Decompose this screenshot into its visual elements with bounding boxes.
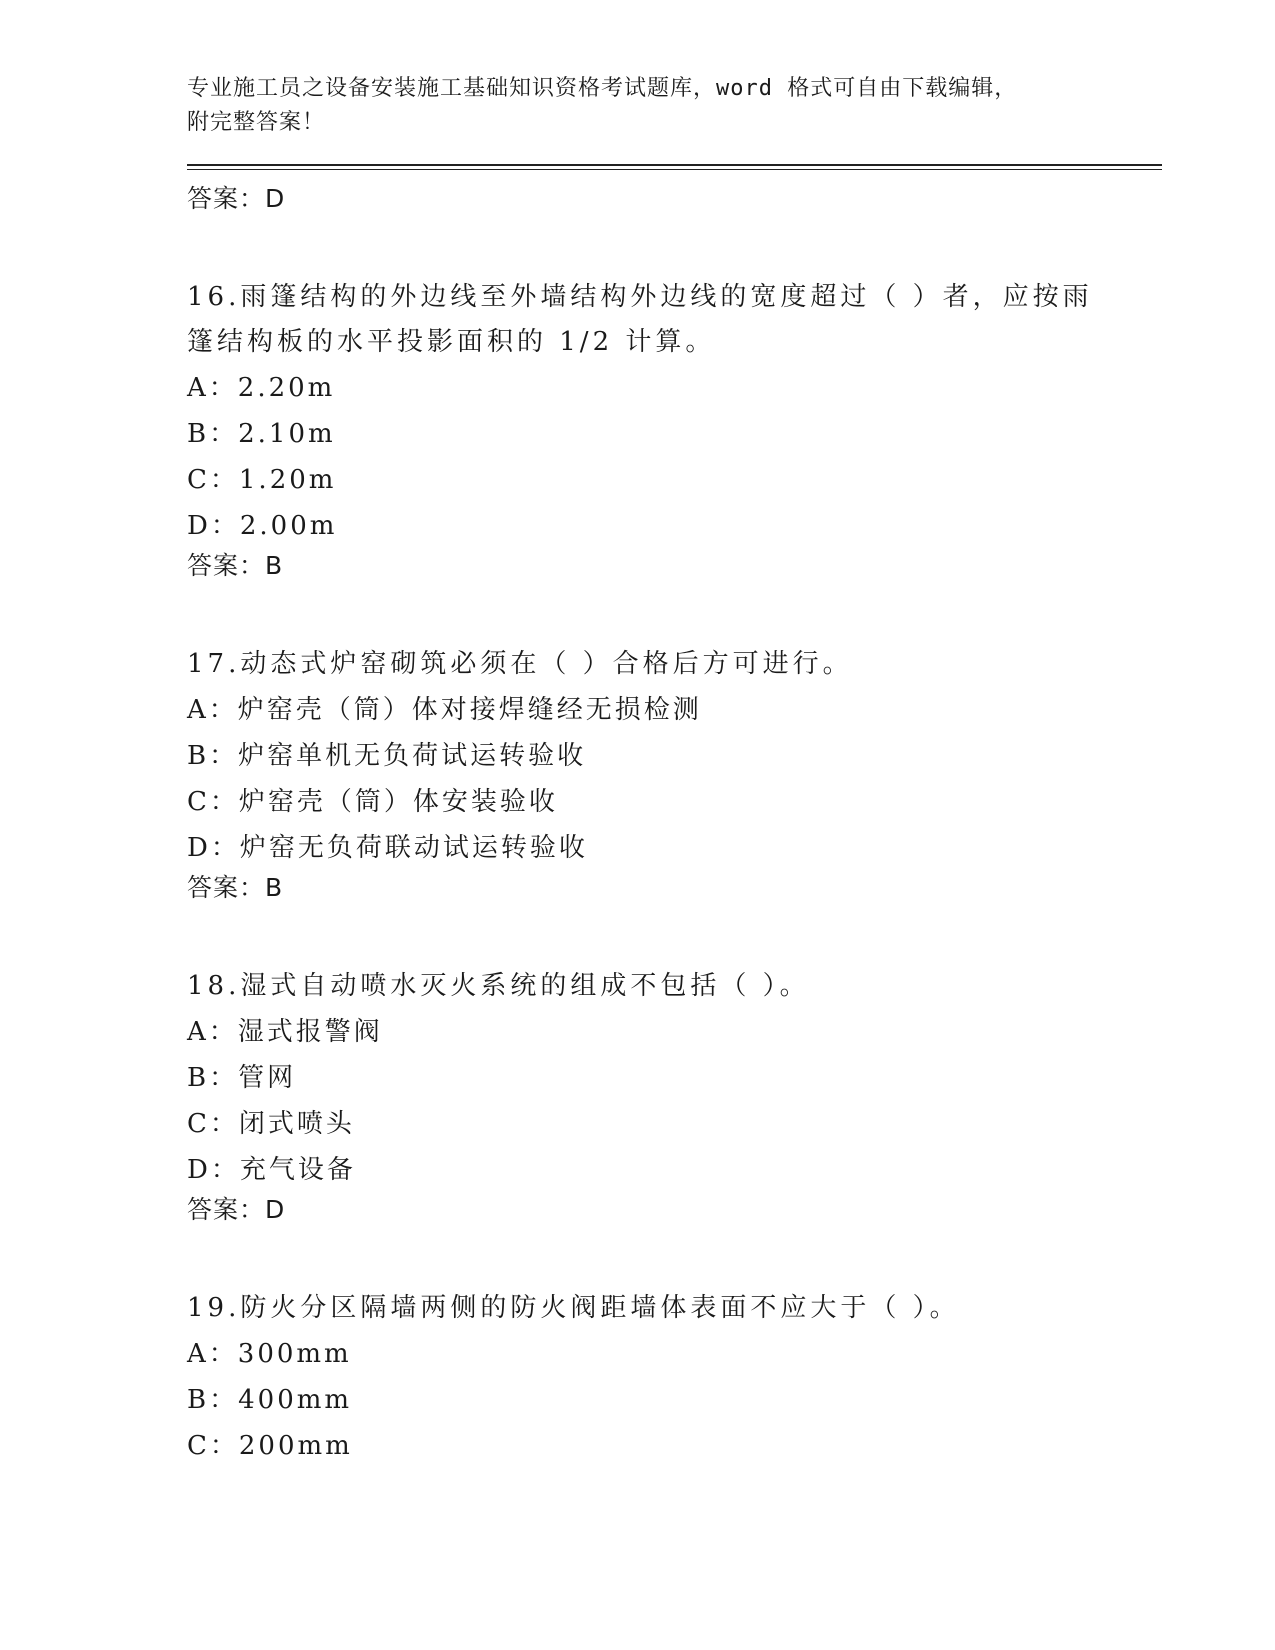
answer-line: 答案：D: [187, 1195, 286, 1224]
option-d: D：2.00m: [187, 511, 338, 541]
option-b: B：管网: [187, 1063, 297, 1093]
question-stem-line-1: 19.防火分区隔墙两侧的防火阀距墙体表面不应大于（ ）。: [187, 1293, 960, 1323]
question-stem-line-1: 16.雨篷结构的外边线至外墙结构外边线的宽度超过（ ）者，应按雨: [187, 282, 1093, 312]
previous-answer: 答案：D: [187, 184, 286, 213]
option-a: A：2.20m: [187, 373, 336, 403]
option-c: C：200mm: [187, 1431, 353, 1461]
question-18: [187, 964, 1162, 1239]
option-b: B：400mm: [187, 1385, 353, 1415]
document-header: [187, 72, 1162, 140]
option-a: A：湿式报警阀: [187, 1017, 383, 1047]
question-stem-line-1: 18.湿式自动喷水灭火系统的组成不包括（ ）。: [187, 971, 810, 1001]
option-d: D：炉窑无负荷联动试运转验收: [187, 833, 588, 863]
header-divider: [187, 164, 1162, 170]
question-19: [187, 1286, 1162, 1469]
question-17: [187, 642, 1162, 917]
option-c: C：闭式喷头: [187, 1109, 355, 1139]
question-stem-line-1: 17.动态式炉窑砌筑必须在（ ）合格后方可进行。: [187, 649, 853, 679]
answer-line: 答案：B: [187, 551, 284, 580]
question-stem-line-2: 篷结构板的水平投影面积的 1/2 计算。: [187, 327, 716, 357]
option-a: A：300mm: [187, 1339, 352, 1369]
document-page: [187, 72, 1162, 1469]
question-16: [187, 275, 1162, 595]
option-c: C：炉窑壳（筒）体安装验收: [187, 787, 558, 817]
answer-line: 答案：B: [187, 873, 284, 902]
header-line-2: 附完整答案！: [187, 110, 326, 135]
option-b: B：炉窑单机无负荷试运转验收: [187, 741, 587, 771]
option-a: A：炉窑壳（筒）体对接焊缝经无损检测: [187, 695, 702, 725]
option-b: B：2.10m: [187, 419, 336, 449]
option-d: D：充气设备: [187, 1155, 356, 1185]
header-line-1: 专业施工员之设备安装施工基础知识资格考试题库，word 格式可自由下载编辑，: [187, 76, 1018, 101]
option-c: C：1.20m: [187, 465, 337, 495]
